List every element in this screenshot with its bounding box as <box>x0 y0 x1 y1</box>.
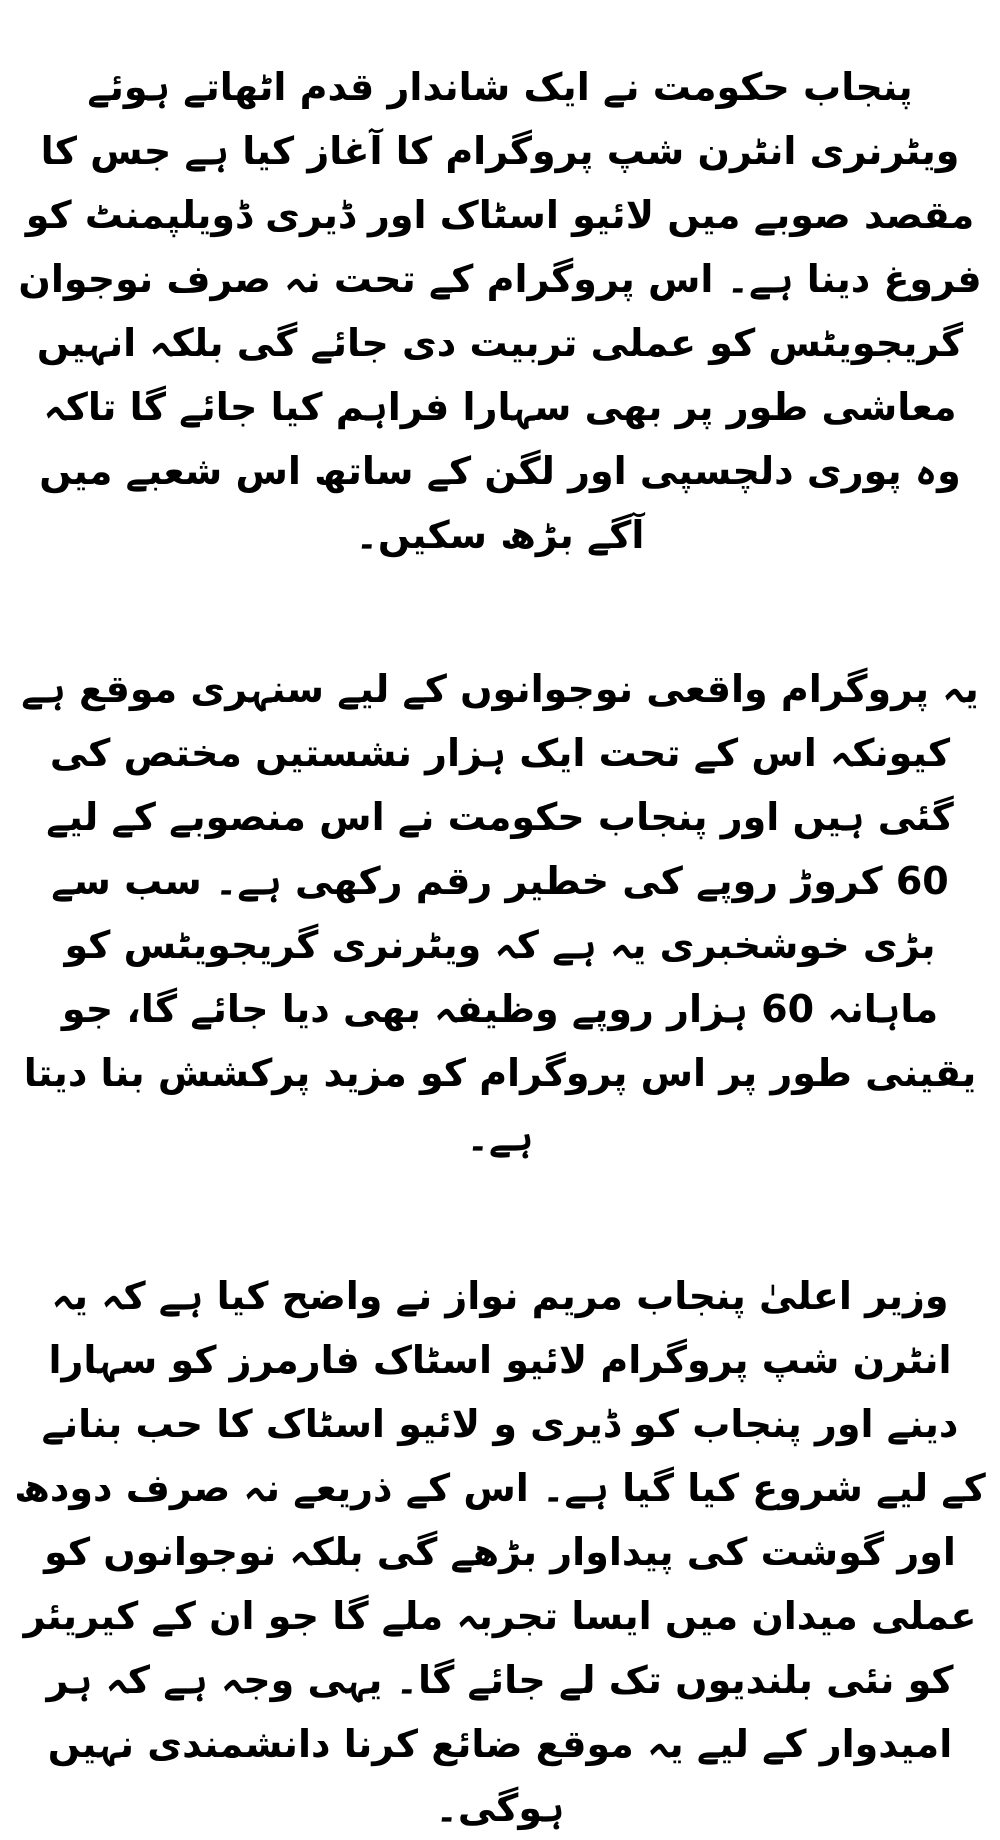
article-paragraph-3: وزیر اعلیٰ پنجاب مریم نواز نے واضح کیا ہے کہ یہ انٹرن شپ پروگرام لائیو اسٹاک فارمرز کو سہارا دینے اور پنجاب کو ڈیری و لائیو اسٹاک کا حب بنانے کے لیے شروع کیا گیا ہے۔ اس کے ذریعے نہ صرف دودھ اور گوشت کی پیداوار بڑھے گی بلکہ نوجوانوں کو عملی میدان میں ایسا تجربہ ملے گا جو ان کے کیریئر کو نئی بلندیوں تک لے جائے گا۔ یہی وجہ ہے کہ ہر امیدوار کے لیے یہ موقع ضائع کرنا دانشمندی نہیں ہوگی۔ <box>14 1274 986 1830</box>
article-paragraph-1: پنجاب حکومت نے ایک شاندار قدم اٹھاتے ہوئے ویٹرنری انٹرن شپ پروگرام کا آغاز کیا ہے جس کا مقصد صوبے میں لائیو اسٹاک اور ڈیری ڈویلپمنٹ کو فروغ دینا ہے۔ اس پروگرام کے تحت نہ صرف نوجوان گریجویٹس کو عملی تربیت دی جائے گی بلکہ انہیں معاشی طور پر بھی سہارا فراہم کیا جائے گا تاکہ وہ پوری دلچسپی اور لگن کے ساتھ اس شعبے میں آگے بڑھ سکیں۔ <box>18 65 982 557</box>
article-paragraph-2: یہ پروگرام واقعی نوجوانوں کے لیے سنہری موقع ہے کیونکہ اس کے تحت ایک ہزار نشستیں مختص کی گئی ہیں اور پنجاب حکومت نے اس منصوبے کے لیے 60 کروڑ روپے کی خطیر رقم رکھی ہے۔ سب سے بڑی خوشخبری یہ ہے کہ ویٹرنری گریجویٹس کو ماہانہ 60 ہزار روپے وظیفہ بھی دیا جائے گا، جو یقینی طور پر اس پروگرام کو مزید پرکشش بنا دیتا ہے۔ <box>21 667 979 1159</box>
